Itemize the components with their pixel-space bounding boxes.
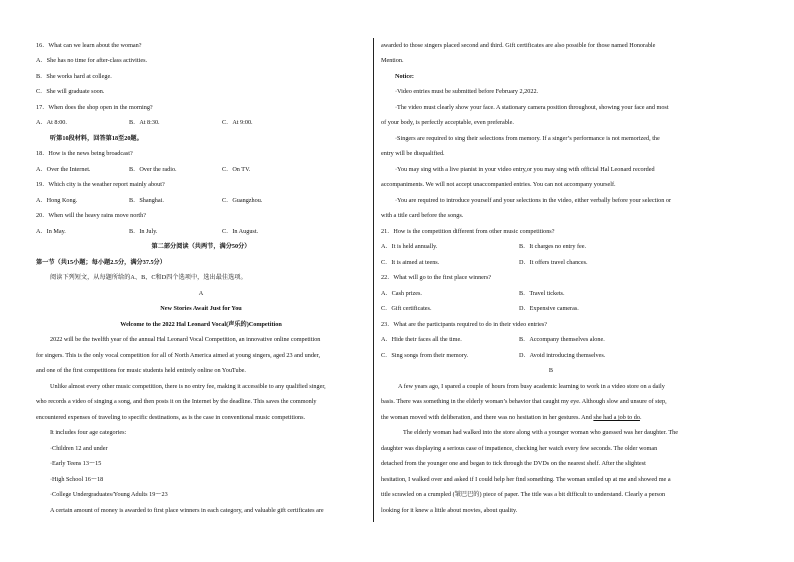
question-21-option-b: B．It charges no entry fee. xyxy=(519,243,587,250)
question-20-stem: 20．When will the heavy rains move north? xyxy=(36,212,146,219)
question-19-option-b: B．Shanghai. xyxy=(129,197,164,204)
question-16-option-c: C．She will graduate soon. xyxy=(36,88,105,95)
notice-item-4-line2: accompaniments. We will not accept unaccompanied entries. You can not accompany yourself. xyxy=(381,181,616,188)
notice-label: Notice: xyxy=(395,73,414,80)
column-divider xyxy=(373,38,374,522)
question-22-option-d: D．Expensive cameras. xyxy=(519,305,579,312)
notice-item-2-line2: of your body, is perfectly acceptable, even preferable. xyxy=(381,119,514,126)
question-23-options-row2 xyxy=(381,352,721,360)
question-20-options xyxy=(36,228,366,236)
question-16-stem: 16．What can we learn about the woman? xyxy=(36,42,142,49)
question-22-option-b: B．Travel tickets. xyxy=(519,290,565,297)
notice-item-3-line2: entry will be disqualified. xyxy=(381,150,445,157)
passage-b-line1: A few years ago, I spared a couple of hours from busy academic learning to work in a video store on a daily xyxy=(398,383,665,390)
question-23-option-b: B．Accompany themselves alone. xyxy=(519,336,605,343)
question-17-option-c: C．At 9:00. xyxy=(222,119,253,126)
question-23-option-c: C．Sing songs from their memory. xyxy=(381,352,469,359)
passage-a-para3-line3: Mention. xyxy=(381,57,404,64)
category-high-school: ·High School 16～18 xyxy=(50,476,104,483)
question-22-stem: 22．What will go to the first place winners? xyxy=(381,274,492,281)
passage-a-para1-line2: for singers. This is the only vocal competition for all of North America aimed at young singers, aged 23 and under, xyxy=(36,352,321,359)
passage-b-label: B xyxy=(548,367,554,374)
question-22-option-a: A．Cash prizes. xyxy=(381,290,422,297)
notice-item-2-line1: ·The video must clearly show your face. A stationary camera position throughout, showing your face and most xyxy=(395,104,669,111)
question-17-stem: 17．When does the shop open in the morning? xyxy=(36,104,153,111)
categories-intro: It includes four age categories: xyxy=(50,429,127,436)
question-23-option-d: D．Avoid introducing themselves. xyxy=(519,352,606,359)
passage-b-line3-text: the woman moved with deliberation, and there was no hesitation in her gestures. And xyxy=(381,414,594,421)
passage-b-line2: basis. There was something in the elderly woman’s behavior that caught my eye. Although slow and unsure of step, xyxy=(381,398,667,405)
passage-b-para2-line3: detached from the younger one and began to tick through the DVDs on the nearest shelf. After the slightest xyxy=(381,460,646,467)
question-17-option-a: A．At 8:00. xyxy=(36,119,67,126)
passage-b-para2-line4: hesitation, I walked over and asked if I could help her find something. The woman smiled up at me and showed me a xyxy=(381,476,671,483)
notice-item-1: ·Video entries must be submitted before February 2,2022. xyxy=(395,88,539,95)
underlined-phrase: she had a job to do xyxy=(593,414,640,421)
passage-a-para3-line1: A certain amount of money is awarded to first place winners in each category, and valuable gift certificates are xyxy=(50,507,324,514)
notice-item-3-line1: ·Singers are required to sing their selections from memory. If a singer’s performance is not memorized, the xyxy=(395,135,660,142)
category-early-teens: ·Early Teens 13～15 xyxy=(50,460,102,467)
question-18-option-a: A．Over the Internet. xyxy=(36,166,91,173)
passage-a-para2-line1: Unlike almost every other music competition, there is no entry fee, making it accessible to any qualified singer, xyxy=(50,383,326,390)
question-21-options-row2 xyxy=(381,259,721,267)
question-23-stem: 23．What are the participants required to do in their video entries? xyxy=(381,321,547,328)
passage-a-label: A xyxy=(198,290,204,297)
passage-a-para1-line3: and one of the first competitions for music students held entirely online on YouTube. xyxy=(36,367,246,374)
question-21-option-a: A．It is held annually. xyxy=(381,243,438,250)
passage-a-subtitle: Welcome to the 2022 Hal Leonard Vocal(声乐的)Competition xyxy=(120,321,282,328)
question-19-option-c: C．Guangzhou. xyxy=(222,197,263,204)
category-children: ·Children 12 and under xyxy=(50,445,108,452)
part2-title: 第二部分阅读（共两节，满分50分） xyxy=(151,243,251,250)
passage-a-title: New Stories Await Just for You xyxy=(160,305,242,312)
passage-b-para2-line2: daughter was displaying a serious case of impatience, checking her watch every few seconds. The older woman xyxy=(381,445,658,452)
notice-item-4-line1: ·You may sing with a live pianist in your video entry,or you may sing with official Hal Leonard recorded xyxy=(395,166,655,173)
notice-item-5-line2: with a title card before the songs. xyxy=(381,212,464,219)
passage-a-para2-line2: who records a video of singing a song, and then posts it on the Internet by the deadline. This saves the commonly xyxy=(36,398,317,405)
passage-a-para2-line3: encountered expenses of traveling to specific destinations, as is the case in conventional music competitions. xyxy=(36,414,306,421)
question-17-options xyxy=(36,119,366,127)
question-18-stem: 18．How is the news being broadcast? xyxy=(36,150,133,157)
question-20-option-b: B．In July. xyxy=(129,228,158,235)
question-22-option-c: C．Gift certificates. xyxy=(381,305,432,312)
question-19-stem: 19．Which city is the weather report mainly about? xyxy=(36,181,165,188)
question-18-option-c: C．On TV. xyxy=(222,166,251,173)
question-23-options-row1 xyxy=(381,336,721,344)
question-19-option-a: A．Hong Kong. xyxy=(36,197,78,204)
listening-instruction-10: 听第10段材料，回答第18至20题。 xyxy=(50,135,143,142)
passage-b-para2-line6: looking for it knew a little about movies, about quality. xyxy=(381,507,518,514)
question-20-option-c: C．In August. xyxy=(222,228,259,235)
passage-a-para1-line1: 2022 will be the twelfth year of the annual Hal Leonard Vocal Competition, an innovative online competition xyxy=(50,336,321,343)
passage-b-para2-line5: title scrawled on a crumpled (皱巴巴的) piece of paper. The title was a bit difficult to understand. Clearly a person xyxy=(381,491,666,498)
section1-instruction: 阅读下列短文，从每题所给的A、B、C和D四个选项中，选出最佳选项。 xyxy=(50,274,247,281)
question-21-stem: 21．How is the competition different from other music competitions? xyxy=(381,228,555,235)
passage-a-para3-line2: awarded to those singers placed second and third. Gift certificates are also possible for those named Honorable xyxy=(381,42,656,49)
question-20-option-a: A．In May. xyxy=(36,228,66,235)
section1-title: 第一节（共15小题；每小题2.5分，满分37.5分） xyxy=(36,259,166,266)
question-23-option-a: A．Hide their faces all the time. xyxy=(381,336,462,343)
question-18-option-b: B．Over the radio. xyxy=(129,166,177,173)
passage-b-para2-line1: The elderly woman had walked into the store along with a younger woman who guessed was her daughter. The xyxy=(403,429,678,436)
question-18-options xyxy=(36,166,366,174)
question-16-option-b: B．She works hard at college. xyxy=(36,73,112,80)
question-21-options-row1 xyxy=(381,243,721,251)
question-21-option-d: D．It offers travel chances. xyxy=(519,259,588,266)
question-22-options-row2 xyxy=(381,305,721,313)
question-16-option-a: A．She has no time for after-class activities. xyxy=(36,57,148,64)
passage-b-line3-end: . xyxy=(639,414,642,421)
question-22-options-row1 xyxy=(381,290,721,298)
notice-item-5-line1: ·You are required to introduce yourself and your selections in the video, either verbally before your selection or xyxy=(395,197,672,204)
question-21-option-c: C．It is aimed at teens. xyxy=(381,259,440,266)
passage-b-line3 xyxy=(381,414,642,422)
question-17-option-b: B．At 8:30. xyxy=(129,119,160,126)
question-19-options xyxy=(36,197,366,205)
category-college: ·College Undergraduates/Young Adults 19～23 xyxy=(50,491,168,498)
